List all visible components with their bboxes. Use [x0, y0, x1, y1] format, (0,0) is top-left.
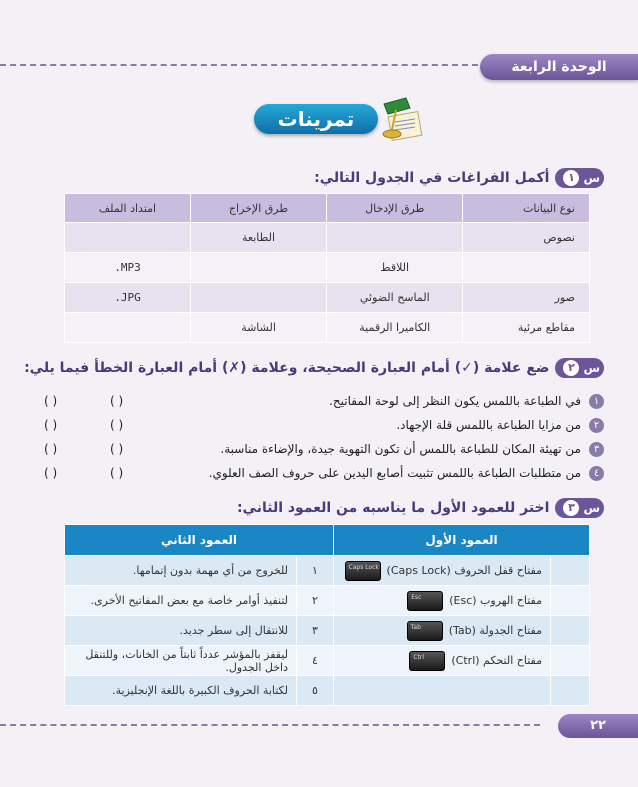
table-cell — [334, 646, 551, 676]
table-cell: لتنفيذ أوامر خاصة مع بعض المفاتيح الأخرى. — [65, 586, 297, 616]
exercises-banner — [248, 94, 428, 144]
table-cell — [334, 586, 551, 616]
answer-blank[interactable]: ( ) — [110, 466, 124, 480]
table-cell — [463, 253, 590, 283]
question-3-title: اختر للعمود الأول ما يناسبه من العمود الثاني: — [236, 500, 550, 516]
keyboard-key-icon — [407, 621, 443, 641]
table-cell — [327, 223, 463, 253]
key-cap-label: Esc — [411, 593, 422, 601]
table-row — [65, 676, 590, 706]
question-3-table — [64, 524, 590, 706]
table-row — [65, 313, 590, 343]
table-row — [65, 223, 590, 253]
answer-cell[interactable] — [551, 586, 590, 616]
key-cap-label: Caps Lock — [348, 563, 379, 571]
table-cell: مقاطع مرئية — [463, 313, 590, 343]
table-row — [65, 253, 590, 283]
table-cell: الطابعة — [190, 223, 326, 253]
question-number: ١ — [563, 170, 579, 186]
table-cell: الشاشة — [190, 313, 326, 343]
table-row — [65, 646, 590, 676]
question-badge-letter: س — [583, 171, 600, 185]
question-badge-letter: س — [583, 501, 600, 515]
statement-2 — [44, 416, 604, 434]
exercises-label: تمرينات — [254, 104, 378, 134]
column-1-header: العمود الأول — [334, 525, 590, 556]
table-cell: الكاميرا الرقمية — [327, 313, 463, 343]
key-description: مفتاح التحكم (Ctrl) — [451, 653, 542, 667]
table-cell: نصوص — [463, 223, 590, 253]
answer-cell[interactable] — [551, 646, 590, 676]
table-row — [65, 586, 590, 616]
statement-text: من متطلبات الطباعة باللمس تثبيت أصابع اليدين على حروف الصف العلوي. — [208, 466, 581, 480]
key-description: مفتاح الهروب (Esc) — [449, 593, 542, 607]
question-number: ٢ — [563, 360, 579, 376]
table-cell: صور — [463, 283, 590, 313]
answer-blank[interactable]: ( ) — [110, 418, 124, 432]
table-header-row — [65, 194, 590, 223]
answer-blank[interactable]: ( ) — [44, 394, 58, 408]
statement-number: ١ — [589, 394, 604, 409]
statement-3 — [44, 440, 604, 458]
keyboard-key-icon — [407, 591, 443, 611]
table-cell — [334, 556, 551, 586]
key-cap-label: Ctrl — [413, 653, 425, 661]
table-cell: ٢ — [297, 586, 334, 616]
statement-text: من مزايا الطباعة باللمس قلة الإجهاد. — [396, 418, 581, 432]
statement-text: في الطباعة باللمس يكون النظر إلى لوحة المفاتيح. — [329, 394, 581, 408]
answer-blank[interactable]: ( ) — [110, 394, 124, 408]
question-1-table — [64, 193, 590, 343]
table-header-row — [65, 525, 590, 556]
table-cell — [334, 676, 551, 706]
column-header: طرق الإدخال — [327, 194, 463, 223]
table-row — [65, 616, 590, 646]
keyboard-key-icon — [409, 651, 445, 671]
table-cell: الماسح الضوئي — [327, 283, 463, 313]
answer-cell[interactable] — [551, 556, 590, 586]
key-cap-label: Tab — [410, 623, 421, 631]
statement-1 — [44, 392, 604, 410]
table-cell: ٥ — [297, 676, 334, 706]
answer-blank[interactable]: ( ) — [110, 442, 124, 456]
statement-text: من تهيئة المكان للطباعة باللمس أن تكون التهوية جيدة، والإضاءة مناسبة. — [220, 442, 581, 456]
table-cell: .MP3 — [65, 253, 191, 283]
table-cell — [190, 283, 326, 313]
table-cell — [190, 253, 326, 283]
question-number: ٣ — [563, 500, 579, 516]
table-cell: للخروج من أي مهمة بدون إتمامها. — [65, 556, 297, 586]
statement-number: ٣ — [589, 442, 604, 457]
table-row — [65, 556, 590, 586]
question-3-heading — [237, 498, 604, 518]
statement-4 — [44, 464, 604, 482]
footer-divider — [0, 724, 540, 726]
table-row — [65, 283, 590, 313]
column-header: امتداد الملف — [65, 194, 191, 223]
table-cell: للانتقال إلى سطر جديد. — [65, 616, 297, 646]
question-1-badge — [555, 168, 604, 188]
answer-cell[interactable] — [551, 676, 590, 706]
question-2-heading — [24, 358, 604, 378]
column-2-header: العمود الثاني — [65, 525, 334, 556]
answer-blank[interactable]: ( ) — [44, 466, 58, 480]
column-header: طرق الإخراج — [190, 194, 326, 223]
answer-blank[interactable]: ( ) — [44, 418, 58, 432]
header-divider — [0, 64, 478, 66]
question-2-title: ضع علامة (✓) أمام العبارة الصحيحة، وعلامة (✗) أمام العبارة الخطأ فيما يلي: — [24, 360, 550, 376]
question-3-badge — [555, 498, 604, 518]
column-header: نوع البيانات — [463, 194, 590, 223]
table-cell: ليقفز بالمؤشر عدداً ثابتاً من الخانات، وللتنقل داخل الجدول. — [65, 646, 297, 676]
page-number: ٢٢ — [558, 714, 638, 738]
statement-number: ٤ — [589, 466, 604, 481]
key-description: مفتاح الجدولة (Tab) — [448, 623, 542, 637]
answer-blank[interactable]: ( ) — [44, 442, 58, 456]
question-1-heading — [314, 168, 604, 188]
table-cell — [65, 313, 191, 343]
table-cell: اللاقط — [327, 253, 463, 283]
statement-number: ٢ — [589, 418, 604, 433]
question-badge-letter: س — [583, 361, 600, 375]
table-cell: ٣ — [297, 616, 334, 646]
answer-cell[interactable] — [551, 616, 590, 646]
table-cell: لكتابة الحروف الكبيرة باللغة الإنجليزية. — [65, 676, 297, 706]
table-cell: ٤ — [297, 646, 334, 676]
table-cell: .JPG — [65, 283, 191, 313]
keyboard-key-icon — [345, 561, 381, 581]
desk-lamp-document-icon — [376, 94, 426, 144]
key-description: مفتاح قفل الحروف (Caps Lock) — [386, 563, 542, 577]
unit-title: الوحدة الرابعة — [480, 54, 638, 80]
table-cell — [334, 616, 551, 646]
question-1-title: أكمل الفراغات في الجدول التالي: — [314, 170, 550, 186]
question-2-badge — [555, 358, 604, 378]
table-cell — [65, 223, 191, 253]
table-cell: ١ — [297, 556, 334, 586]
